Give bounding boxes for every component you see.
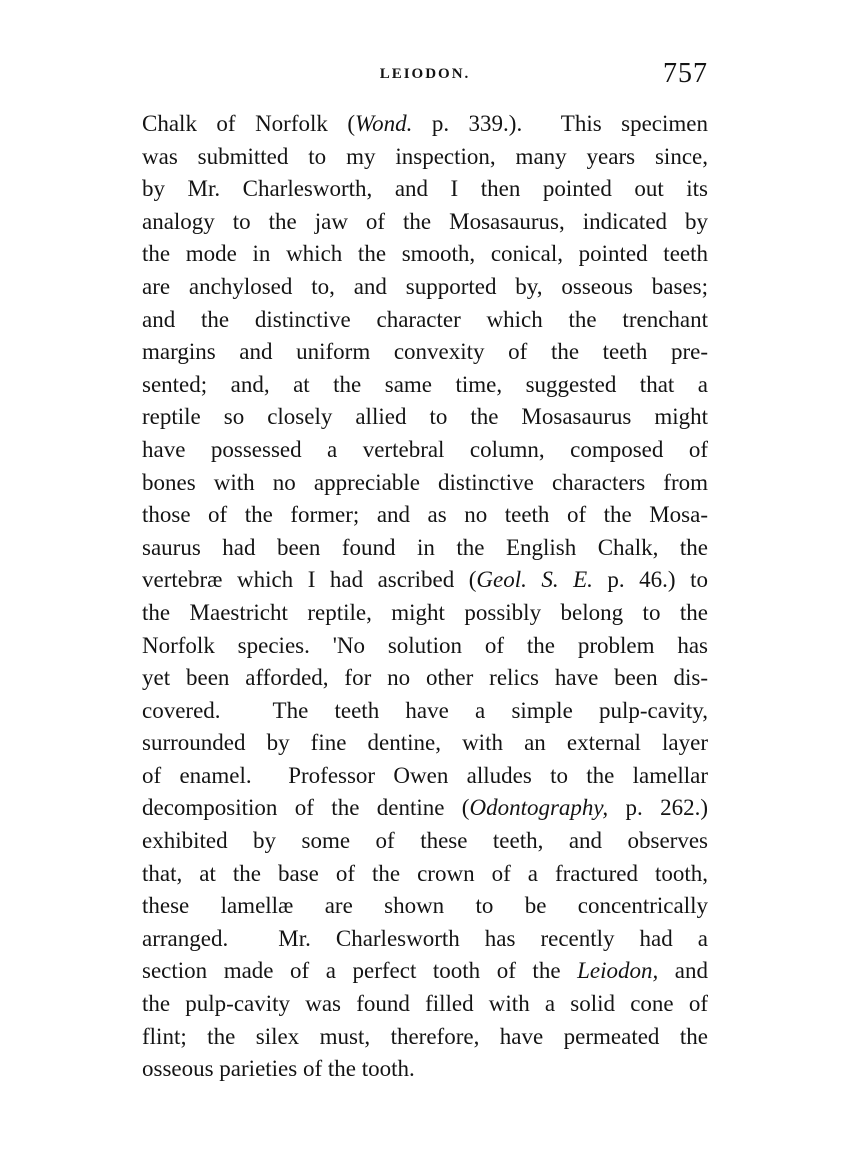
- running-title: LEIODON.: [379, 66, 471, 82]
- text-line: [142, 532, 708, 565]
- text-line: [142, 271, 708, 304]
- text-segment: saurus had been found in the English Chalk, the: [142, 534, 708, 560]
- text-segment: the mode in which the smooth, conical, pointed teeth: [142, 241, 708, 267]
- text-segment: Chalk of Norfolk (: [142, 111, 356, 136]
- text-line: [142, 988, 708, 1021]
- text-segment: reptile so closely allied to the Mosasaurus might: [142, 404, 708, 430]
- text-line: [142, 597, 708, 630]
- text-segment: bones with no appreciable distinctive characters from: [142, 469, 708, 495]
- italic-text: Odontography,: [469, 795, 609, 821]
- text-line: [142, 564, 708, 597]
- text-line: [142, 695, 708, 728]
- text-line: [142, 630, 708, 663]
- text-segment: p. 339.). This specimen: [412, 111, 708, 136]
- text-line: [142, 955, 708, 988]
- italic-text: Wond.: [355, 111, 413, 136]
- text-line: [142, 825, 708, 858]
- italic-text: Geol. S. E.: [476, 567, 593, 593]
- text-segment: analogy to the jaw of the Mosasaurus, indicated by: [142, 208, 708, 234]
- text-line: [142, 238, 708, 271]
- text-segment: the pulp-cavity was found filled with a solid cone of: [142, 991, 708, 1017]
- text-line: [142, 792, 708, 825]
- text-segment: and: [658, 958, 708, 984]
- body-text: [142, 108, 708, 1086]
- text-segment: arranged. Mr. Charlesworth has recently had a: [142, 925, 708, 951]
- text-segment: vertebræ which I had ascribed (: [142, 567, 477, 593]
- text-segment: p. 262.): [608, 795, 708, 821]
- text-line: [142, 434, 708, 467]
- text-segment: was submitted to my inspection, many years since,: [142, 143, 708, 169]
- text-line: [142, 858, 708, 891]
- text-line: [142, 923, 708, 956]
- text-line: [142, 727, 708, 760]
- text-line: [142, 336, 708, 369]
- text-segment: that, at the base of the crown of a fractured tooth,: [142, 860, 708, 886]
- text-segment: of enamel. Professor Owen alludes to the lamellar: [142, 762, 708, 788]
- text-segment: have possessed a vertebral column, composed of: [142, 436, 708, 462]
- italic-text: Leiodon,: [577, 958, 659, 984]
- running-head: [142, 58, 708, 92]
- text-segment: the Maestricht reptile, might possibly belong to the: [142, 599, 708, 625]
- text-line: [142, 369, 708, 402]
- text-line: [142, 760, 708, 793]
- text-segment: surrounded by fine dentine, with an external layer: [142, 730, 708, 756]
- text-segment: flint; the silex must, therefore, have permeated the: [142, 1023, 708, 1049]
- text-segment: p. 46.) to: [592, 567, 708, 593]
- text-segment: these lamellæ are shown to be concentrically: [142, 893, 708, 919]
- text-line: [142, 662, 708, 695]
- text-segment: margins and uniform convexity of the teeth pre-: [142, 339, 708, 365]
- text-segment: decomposition of the dentine (: [142, 795, 470, 821]
- text-segment: by Mr. Charlesworth, and I then pointed out its: [142, 176, 708, 202]
- text-line: [142, 304, 708, 337]
- text-segment: those of the former; and as no teeth of the Mosa-: [142, 502, 708, 528]
- text-line: [142, 467, 708, 500]
- text-segment: are anchylosed to, and supported by, osseous bases;: [142, 273, 708, 299]
- text-line: [142, 141, 708, 174]
- text-segment: covered. The teeth have a simple pulp-cavity,: [142, 697, 708, 723]
- text-line: [142, 499, 708, 532]
- text-segment: osseous parieties of the tooth.: [142, 1056, 415, 1082]
- text-segment: sented; and, at the same time, suggested that a: [142, 371, 708, 397]
- text-line: [142, 108, 708, 141]
- page-number: 757: [663, 58, 708, 89]
- text-segment: yet been afforded, for no other relics have been dis-: [142, 665, 708, 691]
- text-segment: Norfolk species. 'No solution of the problem has: [142, 632, 708, 658]
- text-segment: section made of a perfect tooth of the: [142, 958, 578, 984]
- text-line: [142, 1021, 708, 1054]
- text-line: [142, 1053, 708, 1086]
- text-segment: and the distinctive character which the trenchant: [142, 306, 708, 332]
- text-segment: exhibited by some of these teeth, and observes: [142, 828, 708, 854]
- text-line: [142, 401, 708, 434]
- text-line: [142, 206, 708, 239]
- text-line: [142, 890, 708, 923]
- text-line: [142, 173, 708, 206]
